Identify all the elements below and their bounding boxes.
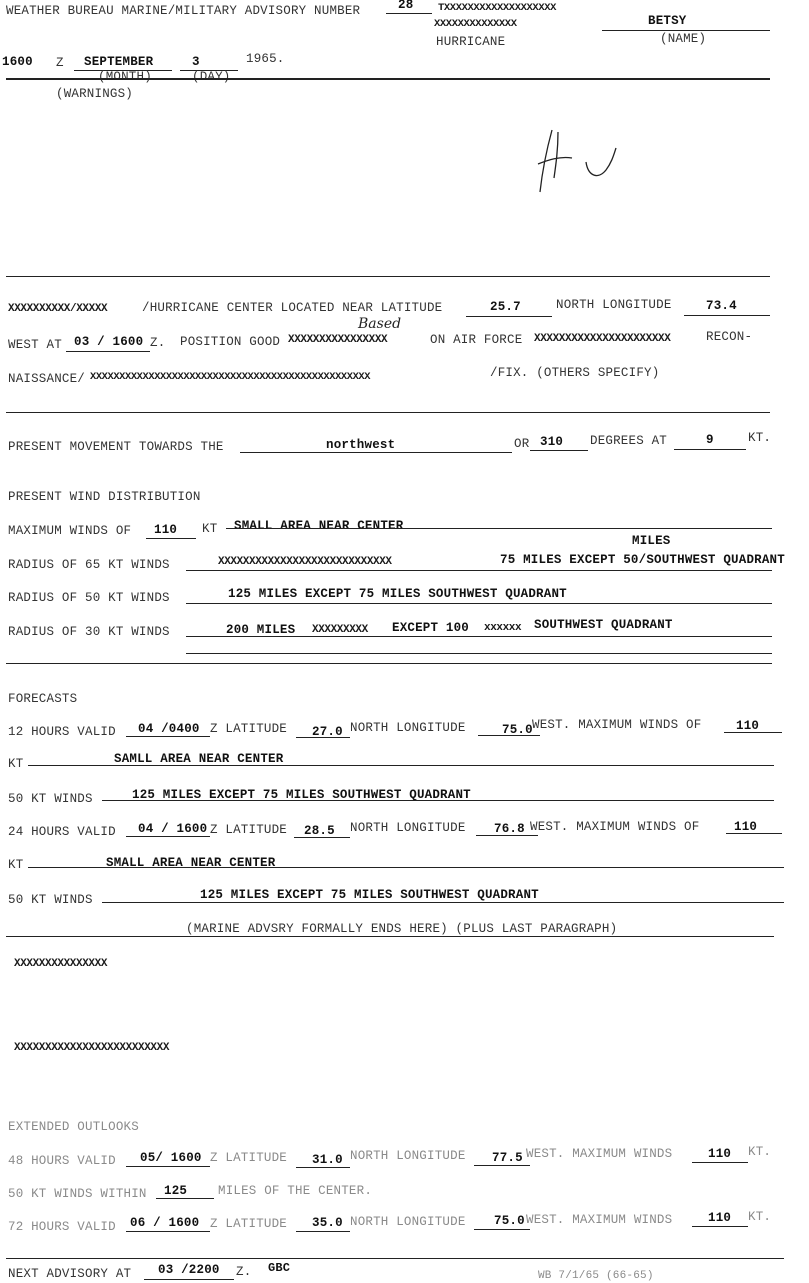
f24-w50-label: 50 KT WINDS bbox=[8, 893, 93, 907]
movement-direction: northwest bbox=[326, 438, 396, 452]
f12-winds-text: SAMLL AREA NEAR CENTER bbox=[114, 752, 284, 766]
o48-west-max: WEST. MAXIMUM WINDS bbox=[526, 1147, 673, 1161]
rule-marine bbox=[6, 936, 774, 937]
struck-storm-type-2: XXXXXXXXXXXXXX bbox=[434, 18, 517, 30]
f24-valid: 04 / 1600 bbox=[138, 822, 208, 836]
next-advisory-label: NEXT ADVISORY AT bbox=[8, 1267, 132, 1281]
o48-north-lon: NORTH LONGITUDE bbox=[350, 1149, 466, 1163]
struck-line-b: XXXXXXXXXXXXXXXXXXXXXXXXX bbox=[14, 1042, 170, 1054]
outlook-heading: EXTENDED OUTLOOKS bbox=[8, 1120, 139, 1134]
f24-west-max: WEST. MAXIMUM WINDS OF bbox=[530, 820, 700, 834]
or-label: OR bbox=[514, 437, 530, 451]
handwritten-based: Based bbox=[358, 316, 402, 332]
f24-z-lat: Z LATITUDE bbox=[210, 823, 288, 837]
degrees-label: DEGREES AT bbox=[590, 434, 668, 448]
f12-max-underline bbox=[724, 732, 782, 733]
r30-underline-2 bbox=[186, 653, 772, 654]
f24-kt: KT bbox=[8, 858, 24, 872]
longitude-underline bbox=[684, 315, 770, 316]
r50-underline bbox=[186, 603, 772, 604]
w50-within-label: 50 KT WINDS WITHIN bbox=[8, 1187, 147, 1201]
f12-lon-underline bbox=[478, 735, 540, 736]
storm-name: BETSY bbox=[648, 14, 687, 28]
o72-label: 72 HOURS VALID bbox=[8, 1220, 116, 1234]
r65-struck: XXXXXXXXXXXXXXXXXXXXXXXXXXXX bbox=[218, 556, 392, 568]
f24-w50-underline bbox=[102, 902, 784, 903]
r50-label: RADIUS OF 50 KT WINDS bbox=[8, 591, 170, 605]
f24-max: 110 bbox=[734, 820, 758, 834]
w50-within-underline bbox=[156, 1198, 214, 1199]
r30-label: RADIUS OF 30 KT WINDS bbox=[8, 625, 170, 639]
z-label: Z bbox=[56, 56, 64, 70]
z-label-position: Z. bbox=[150, 336, 166, 350]
advisory-number: 28 bbox=[398, 0, 414, 12]
f24-winds-underline bbox=[28, 867, 784, 868]
advisory-time: 1600 bbox=[2, 55, 33, 69]
speed-underline bbox=[674, 449, 746, 450]
o72-lon: 75.0 bbox=[494, 1214, 525, 1228]
o72-valid: 06 / 1600 bbox=[130, 1216, 200, 1230]
struck-storm-class: XXXXXXXXXX/XXXXX bbox=[8, 303, 108, 315]
max-winds-underline bbox=[146, 538, 196, 539]
rule-position bbox=[6, 276, 770, 277]
f12-lat: 27.0 bbox=[312, 725, 343, 739]
f12-lat-underline bbox=[296, 737, 350, 738]
f24-valid-underline bbox=[126, 836, 210, 837]
struck-line-a: XXXXXXXXXXXXXXX bbox=[14, 958, 108, 970]
name-caption: (NAME) bbox=[660, 32, 707, 46]
o48-max-underline bbox=[692, 1162, 748, 1163]
r65-miles-insert: MILES bbox=[632, 534, 671, 548]
o48-label: 48 HOURS VALID bbox=[8, 1154, 116, 1168]
advisory-year: 1965. bbox=[246, 52, 285, 66]
o72-north-lon: NORTH LONGITUDE bbox=[350, 1215, 466, 1229]
f12-lon: 75.0 bbox=[502, 723, 533, 737]
movement-degrees: 310 bbox=[540, 435, 564, 449]
r65-value: 75 MILES EXCEPT 50/SOUTHWEST QUADRANT bbox=[500, 553, 785, 567]
r30-underline bbox=[186, 636, 772, 637]
r65-underline bbox=[186, 570, 772, 571]
f12-label: 12 HOURS VALID bbox=[8, 725, 116, 739]
max-winds-value: 110 bbox=[154, 523, 178, 537]
storm-type: HURRICANE bbox=[436, 35, 506, 49]
o48-lat-underline bbox=[296, 1167, 350, 1168]
rule-forecasts bbox=[6, 663, 772, 664]
struck-fix-type: XXXXXXXXXXXXXXXXXXXXXXXXXXXXXXXXXXXXXXXXXXXXXXXX bbox=[90, 371, 371, 383]
max-winds-area-underline bbox=[226, 528, 772, 529]
o72-valid-underline bbox=[126, 1231, 210, 1232]
o72-lat: 35.0 bbox=[312, 1216, 343, 1230]
next-advisory-underline bbox=[144, 1279, 234, 1280]
warnings-caption: (WARNINGS) bbox=[56, 87, 134, 101]
r50-value: 125 MILES EXCEPT 75 MILES SOUTHWEST QUADRANT bbox=[228, 587, 567, 601]
advisory-title: WEATHER BUREAU MARINE/MILITARY ADVISORY NUMBER bbox=[6, 4, 361, 18]
marine-advisory-note: (MARINE ADVSRY FORMALLY ENDS HERE) (PLUS LAST PARAGRAPH) bbox=[186, 922, 618, 936]
o48-z-lat: Z LATITUDE bbox=[210, 1151, 288, 1165]
o72-max: 110 bbox=[708, 1211, 732, 1225]
f24-label: 24 HOURS VALID bbox=[8, 825, 116, 839]
struck-position-qualifier: XXXXXXXXXXXXXXXX bbox=[288, 334, 388, 346]
day-caption: (DAY) bbox=[192, 70, 231, 84]
r30-value-b: EXCEPT 100 bbox=[392, 621, 470, 635]
max-winds-kt: KT bbox=[202, 522, 218, 536]
name-underline bbox=[602, 30, 770, 31]
position-good-label: POSITION GOOD bbox=[180, 335, 281, 349]
f12-max: 110 bbox=[736, 719, 760, 733]
o72-kt: KT. bbox=[748, 1210, 772, 1224]
movement-speed: 9 bbox=[706, 433, 714, 447]
o48-lon: 77.5 bbox=[492, 1151, 523, 1165]
o48-lat: 31.0 bbox=[312, 1153, 343, 1167]
struck-storm-type-1: TXXXXXXXXXXXXXXXXXXX bbox=[438, 2, 557, 14]
f24-lat-underline bbox=[294, 837, 350, 838]
number-underline bbox=[386, 13, 432, 14]
f12-valid-underline bbox=[126, 736, 210, 737]
f12-z-lat: Z LATITUDE bbox=[210, 722, 288, 736]
position-time: 03 / 1600 bbox=[74, 335, 144, 349]
advisory-day: 3 bbox=[192, 55, 200, 69]
rule-footer bbox=[6, 1258, 784, 1259]
latitude-underline bbox=[466, 316, 552, 317]
o48-valid: 05/ 1600 bbox=[140, 1151, 202, 1165]
o72-z-lat: Z LATITUDE bbox=[210, 1217, 288, 1231]
f12-winds-underline bbox=[28, 765, 774, 766]
r30-value-a: 200 MILES bbox=[226, 623, 296, 637]
movement-label: PRESENT MOVEMENT TOWARDS THE bbox=[8, 440, 224, 454]
o72-max-underline bbox=[692, 1226, 748, 1227]
o72-lon-underline bbox=[474, 1229, 530, 1230]
form-code: WB 7/1/65 (66-65) bbox=[538, 1270, 654, 1282]
handwritten-initials bbox=[528, 124, 624, 194]
naissance-label: NAISSANCE/ bbox=[8, 372, 86, 386]
o48-kt: KT. bbox=[748, 1145, 772, 1159]
direction-underline bbox=[240, 452, 512, 453]
o48-valid-underline bbox=[126, 1166, 210, 1167]
f12-kt: KT bbox=[8, 757, 24, 771]
f24-lat: 28.5 bbox=[304, 824, 335, 838]
advisory-month: SEPTEMBER bbox=[84, 55, 154, 69]
rule-movement bbox=[6, 412, 770, 413]
next-advisory-z: Z. bbox=[236, 1265, 252, 1279]
f24-w50-text: 125 MILES EXCEPT 75 MILES SOUTHWEST QUADRANT bbox=[200, 888, 539, 902]
header-rule bbox=[6, 78, 770, 80]
o48-max: 110 bbox=[708, 1147, 732, 1161]
forecaster-initials: GBC bbox=[268, 1261, 291, 1275]
position-time-underline bbox=[66, 351, 150, 352]
f12-valid: 04 /0400 bbox=[138, 722, 200, 736]
f24-north-lon: NORTH LONGITUDE bbox=[350, 821, 466, 835]
r65-label: RADIUS OF 65 KT WINDS bbox=[8, 558, 170, 572]
f12-w50-label: 50 KT WINDS bbox=[8, 792, 93, 806]
f24-lon-underline bbox=[476, 835, 538, 836]
w50-within-text: MILES OF THE CENTER. bbox=[218, 1184, 373, 1198]
r30-value-c: SOUTHWEST QUADRANT bbox=[534, 618, 673, 632]
forecasts-heading: FORECASTS bbox=[8, 692, 78, 706]
w50-within-value: 125 bbox=[164, 1184, 188, 1198]
west-at-label: WEST AT bbox=[8, 338, 62, 352]
recon-label: RECON- bbox=[706, 330, 753, 344]
next-advisory-time: 03 /2200 bbox=[158, 1263, 220, 1277]
o72-lat-underline bbox=[296, 1231, 350, 1232]
position-line-label: /HURRICANE CENTER LOCATED NEAR LATITUDE bbox=[142, 301, 443, 315]
f24-max-underline bbox=[726, 833, 782, 834]
r30-struck-a: XXXXXXXXX bbox=[312, 624, 368, 636]
north-longitude-label: NORTH LONGITUDE bbox=[556, 298, 672, 312]
f24-winds-text: SMALL AREA NEAR CENTER bbox=[106, 856, 276, 870]
center-latitude: 25.7 bbox=[490, 300, 521, 314]
center-longitude: 73.4 bbox=[706, 299, 737, 313]
f12-west-max: WEST. MAXIMUM WINDS OF bbox=[532, 718, 702, 732]
kt-label: KT. bbox=[748, 431, 772, 445]
o72-west-max: WEST. MAXIMUM WINDS bbox=[526, 1213, 673, 1227]
max-winds-area: SMALL AREA NEAR CENTER bbox=[234, 519, 404, 533]
wind-distribution-heading: PRESENT WIND DISTRIBUTION bbox=[8, 490, 201, 504]
struck-recon-type: XXXXXXXXXXXXXXXXXXXXXX bbox=[534, 333, 671, 345]
f24-lon: 76.8 bbox=[494, 822, 525, 836]
degrees-underline bbox=[530, 450, 588, 451]
max-winds-label: MAXIMUM WINDS OF bbox=[8, 524, 132, 538]
air-force-label: ON AIR FORCE bbox=[430, 333, 523, 347]
fix-label: /FIX. (OTHERS SPECIFY) bbox=[490, 366, 660, 380]
f12-north-lon: NORTH LONGITUDE bbox=[350, 721, 466, 735]
f12-w50-underline bbox=[102, 800, 774, 801]
month-caption: (MONTH) bbox=[98, 70, 152, 84]
f12-w50-text: 125 MILES EXCEPT 75 MILES SOUTHWEST QUADRANT bbox=[132, 788, 471, 802]
r30-struck-b: xxxxxx bbox=[484, 622, 522, 634]
o48-lon-underline bbox=[474, 1165, 530, 1166]
